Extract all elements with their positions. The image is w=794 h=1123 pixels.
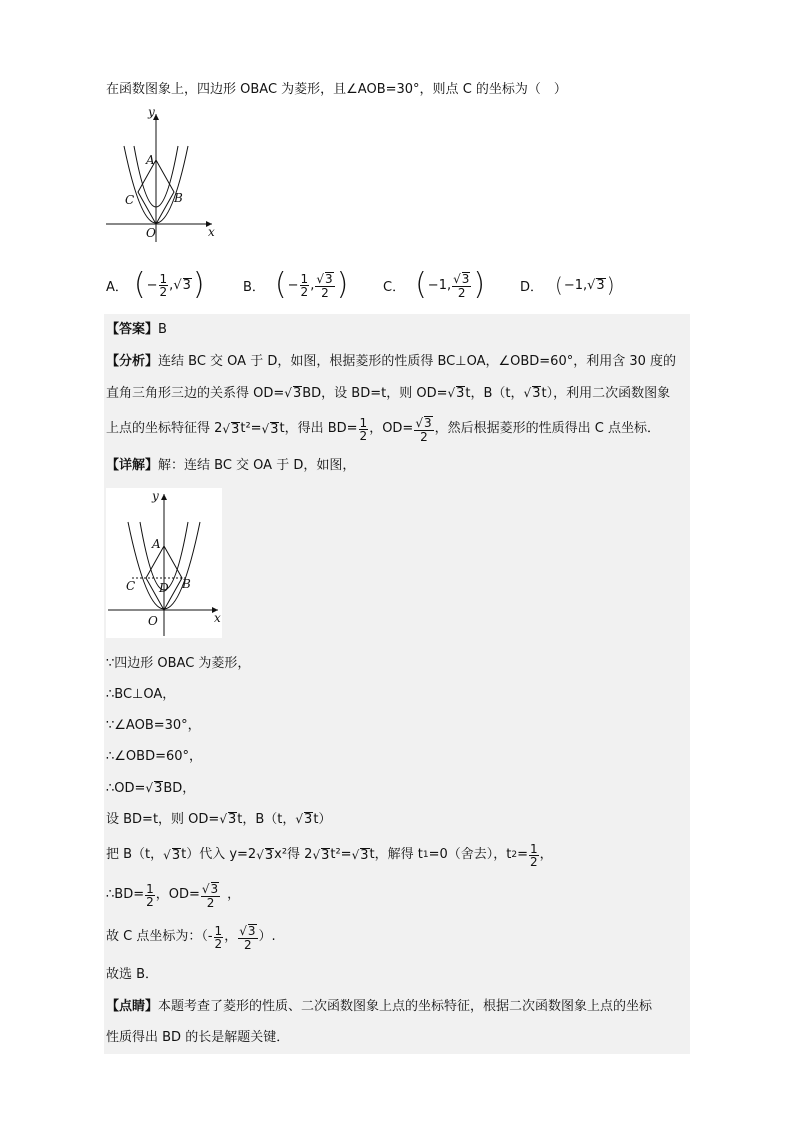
detail-step-6: 设 BD=t，则 OD=√3t，B（t，√3t） bbox=[106, 812, 332, 827]
fig2-label-o: O bbox=[148, 614, 158, 628]
fig2-label-x: x bbox=[214, 611, 221, 625]
detail-intro: 【详解】解：连结 BC 交 OA 于 D，如图， bbox=[106, 458, 356, 473]
fig2-label-d: D bbox=[159, 581, 169, 595]
option-b[interactable]: B． ( − $\frac{1}{2}$ , $\frac{√3}{2}$ ) bbox=[243, 267, 349, 302]
fig2-label-c: C bbox=[126, 579, 136, 593]
fig1-label-c: C bbox=[125, 193, 135, 207]
fig2-label-a: A bbox=[152, 537, 161, 551]
fig1-label-y: y bbox=[148, 108, 155, 119]
figure-parabola-rhombus bbox=[104, 108, 220, 244]
answer-line: 【答案】B bbox=[106, 322, 167, 337]
analysis-line-3: 上点的坐标特征得 2 √ 3 t²= √ 3 t，得出 BD= $\frac{1}{2}$ ，OD= $\frac{√3}{2}$ ，然后根据菱形的性质得出 C 点坐标． bbox=[106, 415, 660, 444]
fig2-label-b: B bbox=[182, 577, 191, 591]
question-stem: 在函数图象上，四边形 OBAC 为菱形，且∠AOB=30°，则点 C 的坐标为（ ） bbox=[106, 82, 567, 97]
detail-step-7: 把 B（t， √ 3 t）代入 y=2 √ 3 x²得 2 √ 3 t²= √ 3 t，解得 t 1 =0（舍去），t 2 = $\frac{1}{2}$ ， bbox=[106, 841, 553, 869]
detail-step-2: ∴BC⊥OA， bbox=[106, 687, 176, 702]
fig1-label-o: O bbox=[146, 226, 156, 240]
option-c[interactable]: C． ( −1, $\frac{√3}{2}$ ) bbox=[383, 267, 486, 302]
analysis-line-1: 【分析】连结 BC 交 OA 于 D，如图，根据菱形的性质得 BC⊥OA，∠OBD=60°，利用含 30 度的 bbox=[106, 354, 677, 369]
detail-step-5: ∴OD=√3BD， bbox=[106, 781, 196, 796]
detail-step-1: ∵四边形 OBAC 为菱形， bbox=[106, 656, 251, 671]
fig1-label-b: B bbox=[174, 191, 183, 205]
fig1-label-a: A bbox=[146, 153, 155, 167]
comment-line-2: 性质得出 BD 的长是解题关键． bbox=[106, 1030, 290, 1045]
fig1-label-x: x bbox=[208, 225, 215, 239]
analysis-line-2: 直角三角形三边的关系得 OD=√3BD，设 BD=t，则 OD=√3t，B（t，√3t），利用二次函数图象 bbox=[106, 386, 671, 401]
detail-step-8: ∴BD= $\frac{1}{2}$ ，OD= $\frac{√3}{2}$ ， bbox=[106, 881, 241, 910]
fig2-label-y: y bbox=[152, 489, 159, 503]
figure-parabola-rhombus-with-d bbox=[106, 488, 222, 638]
option-a[interactable]: A． ( − $\frac{1}{2}$ , √ 3 ) bbox=[106, 267, 205, 302]
comment-line-1: 【点睛】本题考查了菱形的性质、二次函数图象上点的坐标特征，根据二次函数图象上点的坐标 bbox=[106, 999, 653, 1014]
detail-step-9: 故 C 点坐标为：（- $\frac{1}{2}$ ， $\frac{√3}{2}$ ）. bbox=[106, 923, 276, 952]
detail-step-3: ∵∠AOB=30°， bbox=[106, 718, 201, 733]
option-d[interactable]: D． ( −1, √ 3 ) bbox=[520, 273, 615, 297]
detail-step-4: ∴∠OBD=60°， bbox=[106, 749, 203, 764]
detail-step-10: 故选 B． bbox=[106, 967, 159, 982]
